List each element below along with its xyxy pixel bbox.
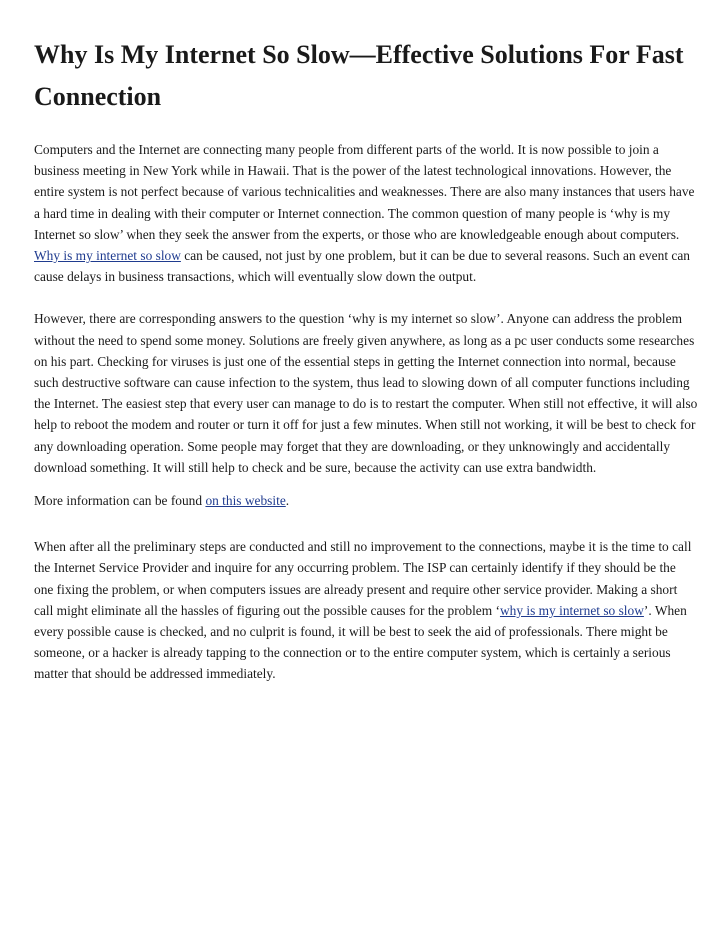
paragraph-more-info xyxy=(34,490,698,511)
paragraph-intro xyxy=(34,139,698,287)
paragraph-text: . xyxy=(285,493,290,509)
paragraph-isp xyxy=(34,536,698,684)
paragraph-text: can be caused, not just by one problem, but it can be due to several reasons. Such an event can cause delays in business transactions, which will eventually slow down the output. xyxy=(34,248,690,285)
paragraph-solutions: However, there are corresponding answers to the question ‘why is my internet so slow’. Anyone can address the problem without the need to spend some money. Solutions are freely given anywhere, as long as a pc user conducts some researches on his part. Checking for viruses is just one of the essential steps in getting the Internet connection into normal, because such destructive software can cause infection to the system, thus lead to slowing down of all computer functions including the Internet. The easiest step that every user can manage to do is to restart the computer. When still not effective, it will also help to reboot the modem and router or turn it off for just a few minutes. When still not working, it will be best to check for any downloading operation. Some people may forget that they are downloading, or they unknowingly and accidentally download something. It will still help to check and be sure, because the activity can use extra bandwidth. xyxy=(34,311,698,475)
paragraph-text: When after all the preliminary steps are conducted and still no improvement to the connections, maybe it is the time to call the Internet Service Provider and inquire for any occurring problem. The ISP can certainly identify if they should be the one fixing the problem, or when computers issues are already present and require other service provider. Making a short call might eliminate all the hassles of figuring out the possible causes for the problem ‘ xyxy=(34,539,692,618)
article-title: Why Is My Internet So Slow—Effective Solutions For Fast Connection xyxy=(34,40,684,111)
website-link[interactable]: on this website xyxy=(205,493,286,509)
paragraph-text: ’. When every possible cause is checked, and no culprit is found, it will be best to seek the aid of professionals. There might be someone, or a hacker is already tapping to the connection or to the entire computer system, which is certainly a serious matter that should be addressed immediately. xyxy=(34,602,687,682)
why-slow-link-2[interactable]: why is my internet so slow xyxy=(499,602,644,618)
paragraph-text: More information can be found xyxy=(34,493,206,509)
paragraph-text: Computers and the Internet are connecting many people from different parts of the world. It is now possible to join a business meeting in New York while in Hawaii. That is the power of the latest technological innovations. However, the entire system is not perfect because of various technicalities and weaknesses. There are also many instances that users have a hard time in dealing with their computer or Internet connection. The common question of many people is ‘why is my Internet so slow’ when they seek the answer from the experts, or those who are knowledgeable enough about computers. xyxy=(34,142,695,242)
why-slow-link[interactable]: Why is my internet so slow xyxy=(34,248,181,264)
document-page xyxy=(34,34,698,685)
